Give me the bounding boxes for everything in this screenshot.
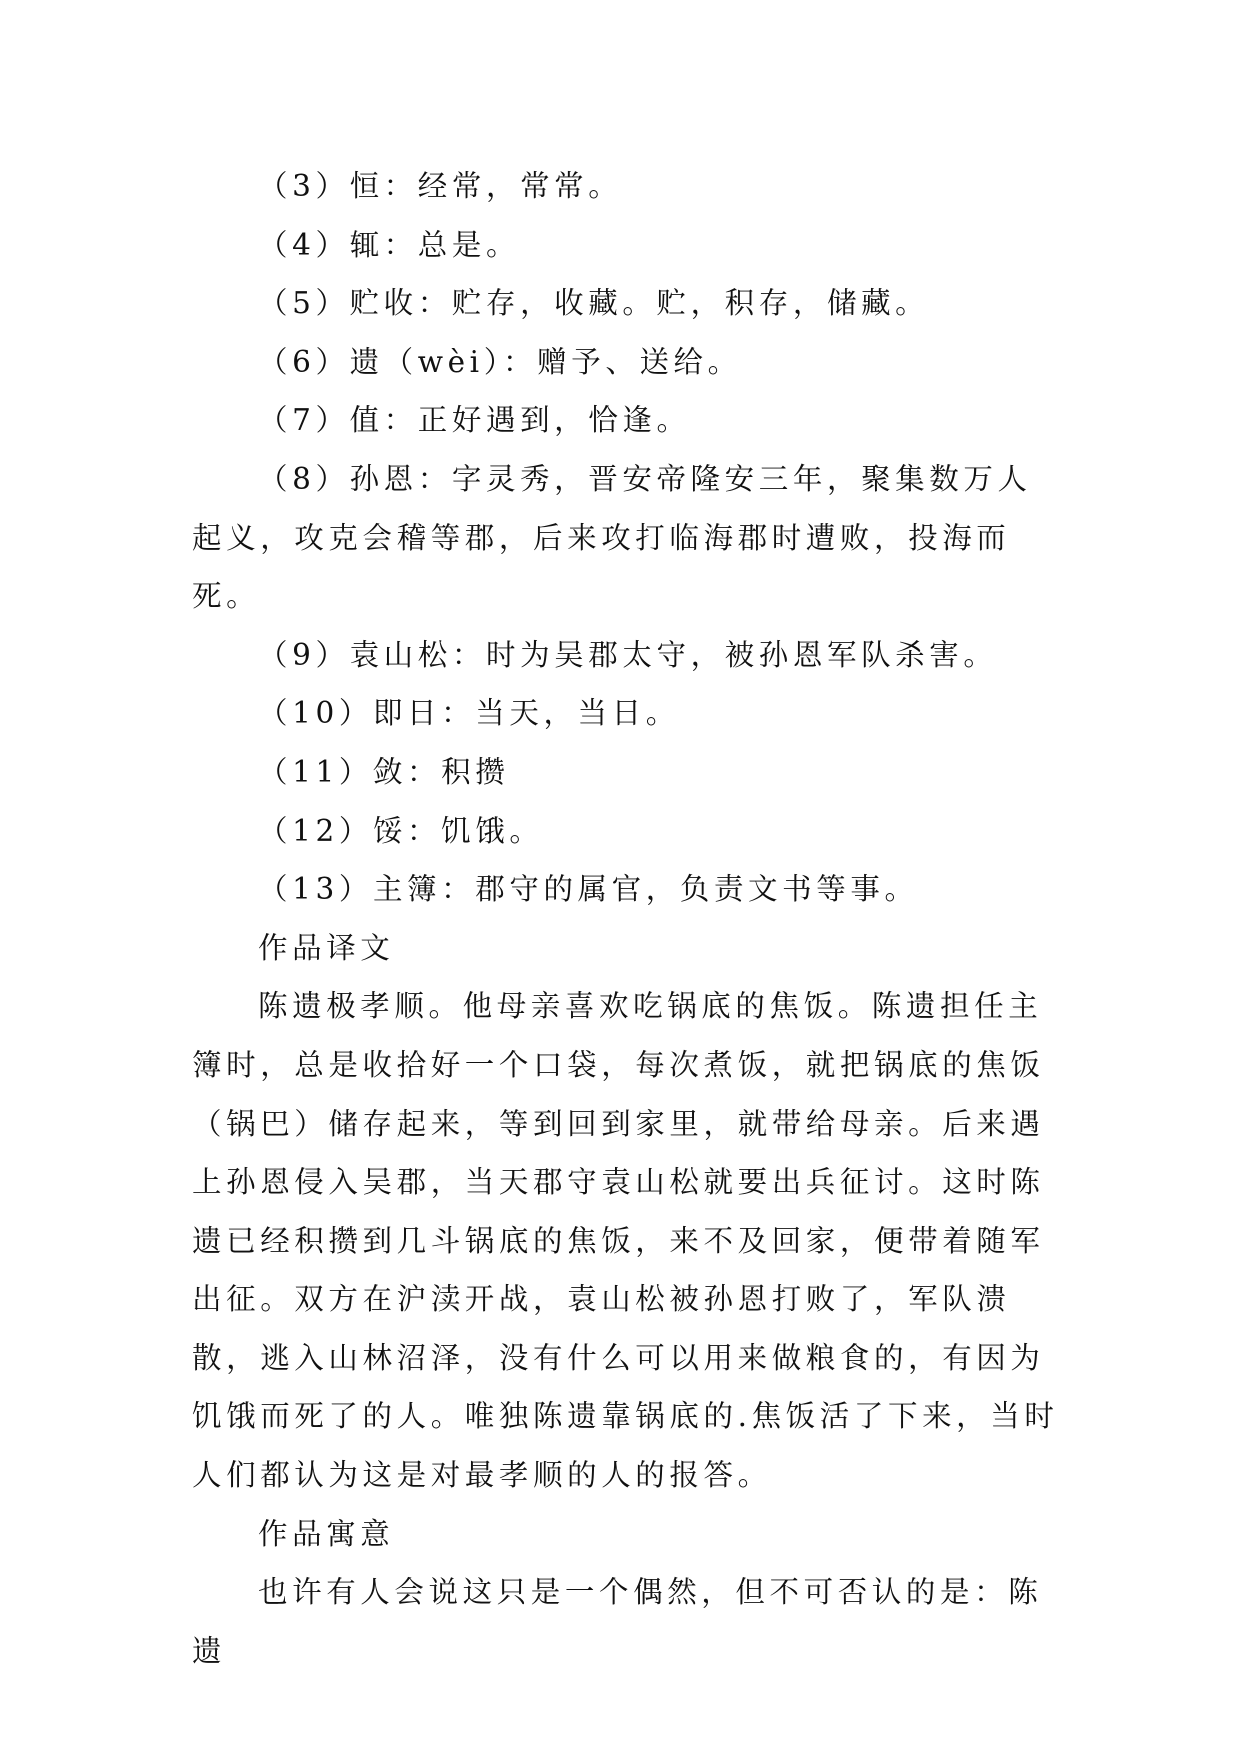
note-11: （11）敛：积攒 — [258, 754, 510, 789]
meaning-paragraph: 也许有人会说这只是一个偶然，但不可否认的是：陈遗 — [192, 1575, 1043, 1668]
note-6: （6）遗（wèi）：赠予、送给。 — [258, 344, 742, 379]
note-8: （8）孙恩：字灵秀，晋安帝隆安三年，聚集数万人起义，攻克会稽等郡，后来攻打临海郡时遭败，投海而死。 — [192, 461, 1032, 614]
section-heading-meaning: 作品寓意 — [258, 1516, 395, 1551]
note-4: （4）辄：总是。 — [258, 227, 521, 262]
note-7: （7）值：正好遇到，恰逢。 — [258, 403, 691, 438]
document-body — [192, 157, 1060, 1680]
note-5: （5）贮收：贮存，收藏。贮，积存，储藏。 — [258, 286, 930, 321]
translation-paragraph: 陈遗极孝顺。他母亲喜欢吃锅底的焦饭。陈遗担任主簿时，总是收拾好一个口袋，每次煮饭，就把锅底的焦饭（锅巴）储存起来，等到回到家里，就带给母亲。后来遇上孙恩侵入吴郡，当天郡守袁山松就要出兵征讨。这时陈遗已经积攒到几斗锅底的焦饭，来不及回家，便带着随军出征。双方在沪渎开战，袁山松被孙恩打败了，军队溃散，逃入山林沼泽，没有什么可以用来做粮食的，有因为饥饿而死了的人。唯独陈遗靠锅底的.焦饭活了下来，当时人们都认为这是对最孝顺的人的报答。 — [192, 989, 1059, 1493]
note-12: （12）馁：饥饿。 — [258, 813, 544, 848]
note-3: （3）恒：经常，常常。 — [258, 169, 623, 203]
note-9: （9）袁山松：时为吴郡太守，被孙恩军队杀害。 — [258, 637, 998, 672]
note-10: （10）即日：当天，当日。 — [258, 696, 680, 731]
note-13: （13）主簿：郡守的属官，负责文书等事。 — [258, 872, 919, 907]
section-heading-translation: 作品译文 — [258, 930, 395, 965]
